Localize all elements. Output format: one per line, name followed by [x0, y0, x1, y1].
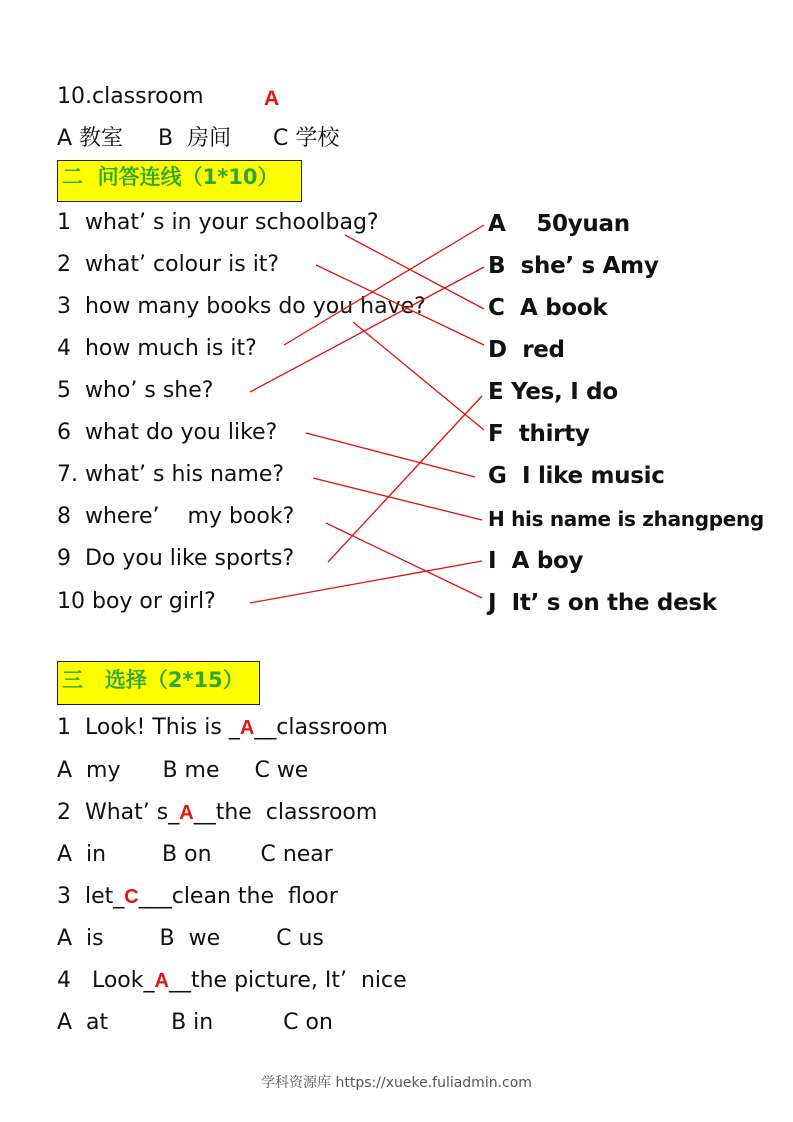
footer-watermark: 学科资源库 https://xueke.fuliadmin.com	[261, 1075, 532, 1091]
matching-question: 8 where’ my book?	[57, 504, 295, 529]
question-prefix: 3 let_	[57, 884, 125, 909]
matching-question: 9 Do you like sports?	[57, 546, 295, 571]
match-line-5-b	[250, 267, 484, 392]
matching-question: 6 what do you like?	[57, 420, 278, 445]
choice-options: A at B in C on	[57, 1010, 333, 1035]
matching-question: 4 how much is it?	[57, 336, 257, 361]
section-2-header: 二 问答连线（1*10）	[57, 160, 302, 202]
match-line-10-i	[250, 561, 482, 603]
choice-question	[57, 717, 388, 739]
choice-question	[57, 802, 377, 824]
match-line-9-e	[328, 396, 482, 562]
match-line-1-c	[345, 235, 484, 309]
match-line-4-a	[284, 225, 484, 345]
match-line-2-d	[316, 265, 484, 345]
match-line-8-j	[326, 523, 482, 598]
match-line-3-f	[353, 322, 484, 430]
matching-answer: J It’ s on the desk	[488, 590, 717, 616]
question-suffix: __the classroom	[193, 800, 378, 825]
choice-question	[57, 886, 338, 908]
matching-answer: D red	[488, 337, 565, 363]
matching-answer: A 50yuan	[488, 211, 630, 237]
question-10-options: A 教室 B 房间 C 学校	[57, 126, 340, 151]
question-suffix: ___clean the floor	[138, 884, 338, 909]
section-3-header: 三 选择（2*15）	[57, 661, 260, 705]
question-10-answer: A	[264, 87, 280, 110]
question-prefix: 4 Look_	[57, 968, 155, 993]
choice-options: A my B me C we	[57, 758, 309, 783]
matching-question: 1 what’ s in your schoolbag?	[57, 210, 379, 235]
matching-answer: E Yes, I do	[488, 379, 618, 405]
matching-answer: H his name is zhangpeng	[488, 507, 764, 531]
matching-answer: G I like music	[488, 463, 665, 489]
matching-answer: B she’ s Amy	[488, 253, 659, 279]
choice-options: A in B on C near	[57, 842, 333, 867]
matching-answer: C A book	[488, 295, 608, 321]
question-10-text: 10.classroom	[57, 84, 204, 109]
question-prefix: 2 What’ s_	[57, 800, 180, 825]
match-line-7-h	[313, 478, 482, 520]
choice-question	[57, 970, 407, 992]
answer-mark: A	[239, 717, 255, 739]
answer-mark: C	[124, 886, 139, 908]
matching-question: 5 who’ s she?	[57, 378, 214, 403]
matching-question: 2 what’ colour is it?	[57, 252, 280, 277]
matching-question: 3 how many books do you have?	[57, 294, 426, 319]
answer-mark: A	[154, 970, 169, 992]
question-suffix: __classroom	[254, 715, 388, 740]
match-line-6-g	[306, 433, 475, 477]
matching-answer: I A boy	[488, 548, 584, 574]
choice-options: A is B we C us	[57, 926, 324, 951]
matching-question: 10 boy or girl?	[57, 589, 216, 614]
matching-question: 7. what’ s his name?	[57, 462, 285, 487]
matching-answer: F thirty	[488, 421, 590, 447]
question-suffix: __the picture, It’ nice	[168, 968, 407, 993]
answer-mark: A	[179, 802, 194, 824]
question-prefix: 1 Look! This is _	[57, 715, 240, 740]
